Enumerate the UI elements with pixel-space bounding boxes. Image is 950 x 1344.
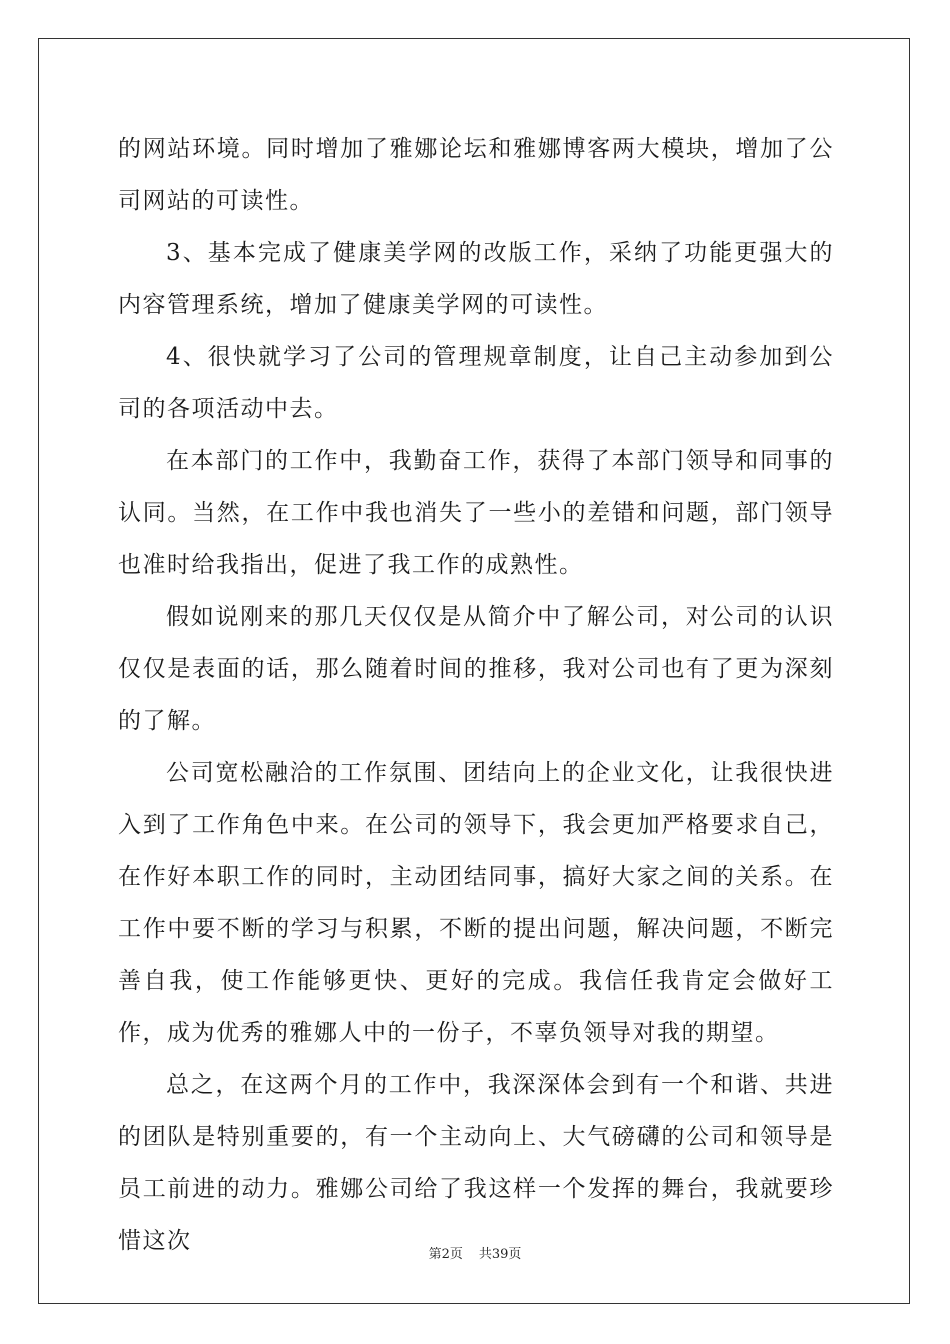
- page-number: 第2页: [428, 1247, 463, 1262]
- paragraph-item-4: 4、很快就学习了公司的管理规章制度，让自己主动参加到公司的各项活动中去。: [118, 344, 834, 422]
- paragraph-continuation: 的网站环境。同时增加了雅娜论坛和雅娜博客两大模块，增加了公司网站的可读性。: [118, 136, 834, 214]
- paragraph-item-3: 3、基本完成了健康美学网的改版工作，采纳了功能更强大的内容管理系统，增加了健康美学网的可读性。: [118, 240, 834, 318]
- paragraph-understanding: 假如说刚来的那几天仅仅是从简介中了解公司，对公司的认识仅仅是表面的话，那么随着时间的推移，我对公司也有了更为深刻的了解。: [118, 604, 834, 734]
- document-body: [118, 123, 834, 1267]
- page-footer: [0, 1246, 950, 1264]
- paragraph-company-culture: 公司宽松融洽的工作氛围、团结向上的企业文化，让我很快进入到了工作角色中来。在公司的领导下，我会更加严格要求自己，在作好本职工作的同时，主动团结同事，搞好大家之间的关系。在工作中要不断的学习与积累，不断的提出问题，解决问题，不断完善自我，使工作能够更快、更好的完成。我信任我肯定会做好工作，成为优秀的雅娜人中的一份子，不辜负领导对我的期望。: [118, 760, 834, 1046]
- page-total: 共39页: [478, 1247, 522, 1262]
- paragraph-conclusion: 总之，在这两个月的工作中，我深深体会到有一个和谐、共进的团队是特别重要的，有一个主动向上、大气磅礴的公司和领导是员工前进的动力。雅娜公司给了我这样一个发挥的舞台，我就要珍惜这次: [118, 1072, 834, 1254]
- paragraph-department-work: 在本部门的工作中，我勤奋工作，获得了本部门领导和同事的认同。当然，在工作中我也消失了一些小的差错和问题，部门领导也准时给我指出，促进了我工作的成熟性。: [118, 448, 834, 578]
